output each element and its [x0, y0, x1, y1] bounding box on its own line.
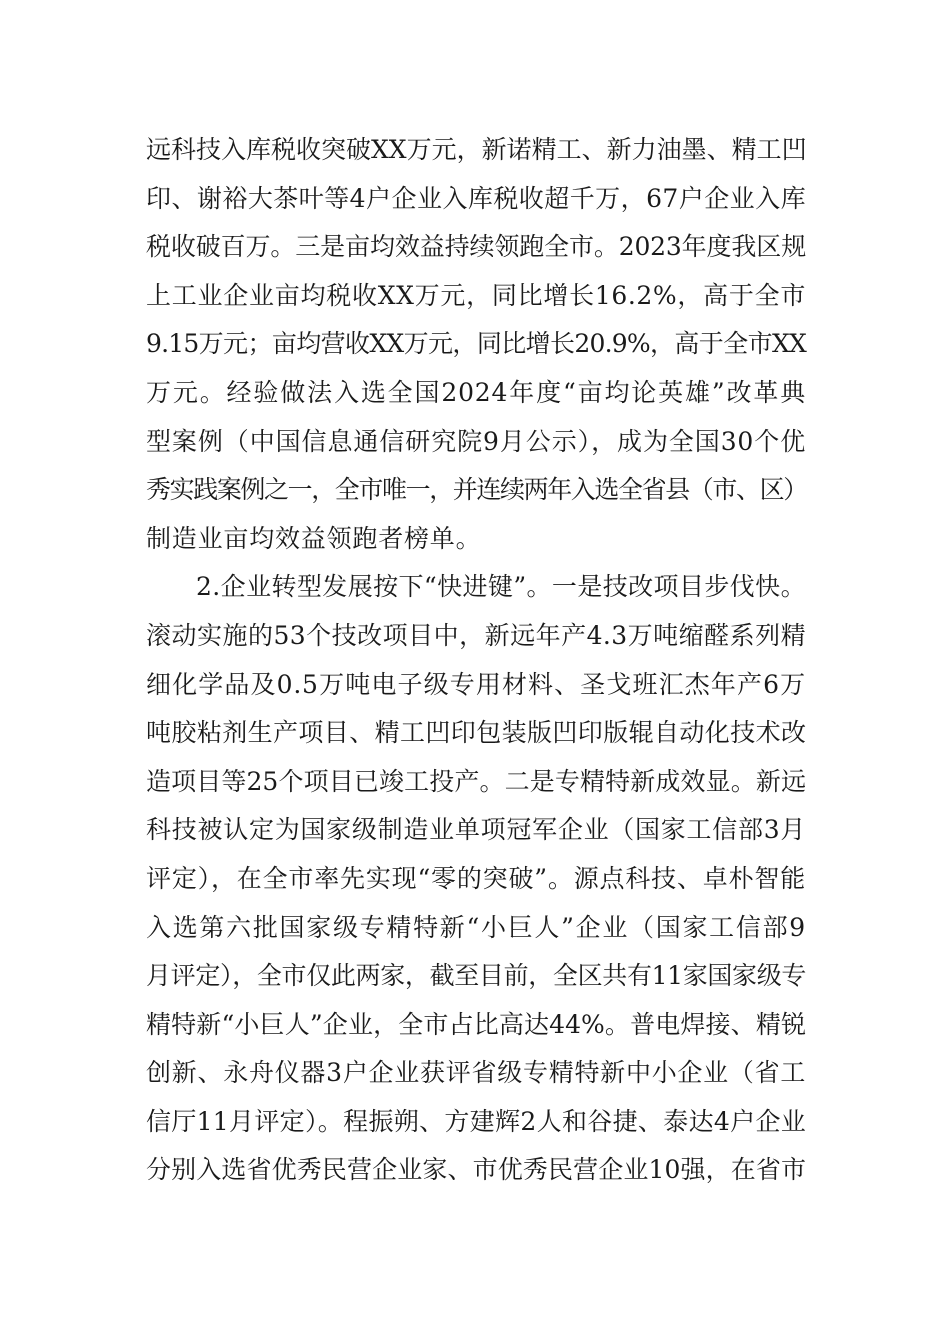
text-line-14: 造项目等25个项目已竣工投产。二是专精特新成效显。新远	[146, 766, 806, 796]
text-line-6: 万元。经验做法入选全国2024年度“亩均论英雄”改革典	[146, 377, 806, 407]
text-line-8: 秀实践案例之一，全市唯一，并连续两年入选全省县（市、区）	[146, 475, 807, 505]
body-text	[146, 126, 806, 1195]
text-line-5: 9.15万元；亩均营收XX万元，同比增长20.9%，高于全市XX	[146, 329, 806, 359]
text-line-16: 评定），在全市率先实现“零的突破”。源点科技、卓朴智能	[146, 863, 806, 893]
text-line-12: 细化学品及0.5万吨电子级专用材料、圣戈班汇杰年产6万	[146, 669, 806, 699]
text-line-9: 制造业亩均效益领跑者榜单。	[146, 523, 482, 553]
section-heading-line: 2.企业转型发展按下“快进键”。一是技改项目步伐快。	[196, 572, 806, 602]
text-line-15: 科技被认定为国家级制造业单项冠军企业（国家工信部3月	[146, 815, 806, 845]
text-line-22: 分别入选省优秀民营企业家、市优秀民营企业10强，在省市	[146, 1155, 806, 1185]
text-line-13: 吨胶粘剂生产项目、精工凹印包装版凹印版辊自动化技术改	[146, 718, 807, 748]
text-line-7: 型案例（中国信息通信研究院9月公示），成为全国30个优	[146, 426, 806, 456]
text-line-3: 税收破百万。三是亩均效益持续领跑全市。2023年度我区规	[146, 232, 806, 262]
text-line-2: 印、谢裕大茶叶等4户企业入库税收超千万，67户企业入库	[146, 183, 806, 213]
text-line-17: 入选第六批国家级专精特新“小巨人”企业（国家工信部9	[146, 912, 806, 942]
text-line-18: 月评定），全市仅此两家，截至目前，全区共有11家国家级专	[146, 961, 806, 991]
text-line-21: 信厅11月评定）。程振朔、方建辉2人和谷捷、泰达4户企业	[146, 1106, 806, 1136]
text-line-1: 远科技入库税收突破XX万元，新诺精工、新力油墨、精工凹	[146, 135, 807, 164]
text-line-4: 上工业企业亩均税收XX万元，同比增长16.2%，高于全市	[146, 280, 806, 310]
text-line-20: 创新、永舟仪器3户企业获评省级专精特新中小企业（省工	[146, 1058, 806, 1088]
text-line-11: 滚动实施的53个技改项目中，新远年产4.3万吨缩醛系列精	[146, 620, 806, 650]
text-line-19: 精特新“小巨人”企业，全市占比高达44%。普电焊接、精锐	[146, 1009, 806, 1039]
